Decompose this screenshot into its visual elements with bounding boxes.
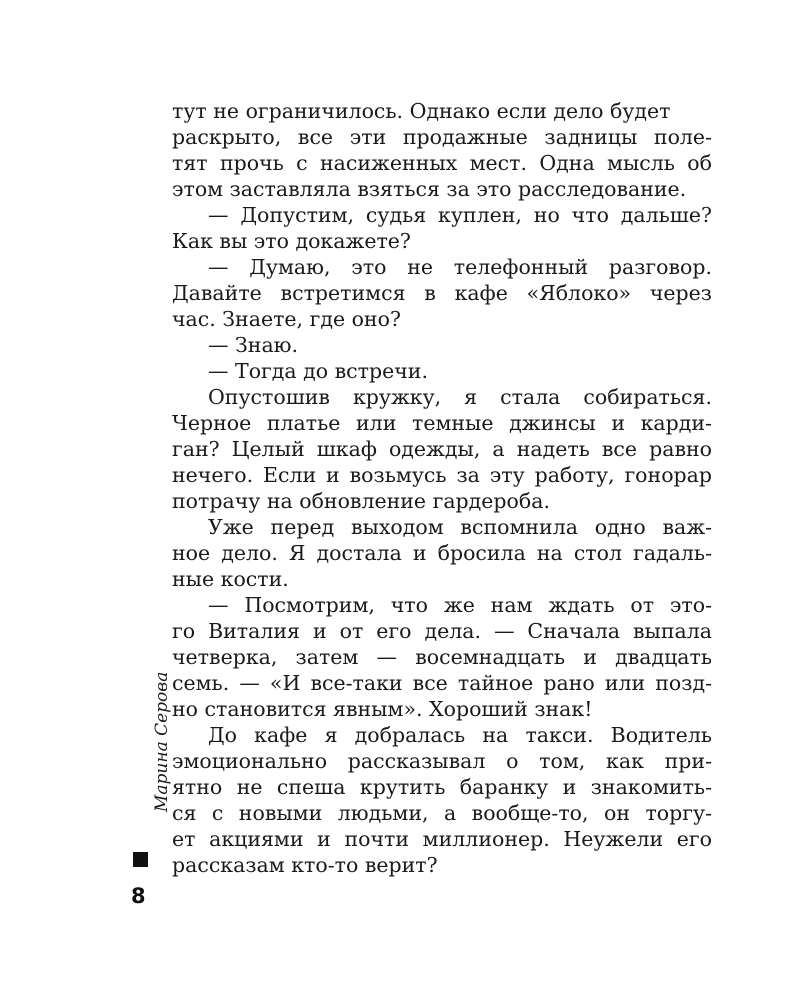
text-line: нечего. Если и возьмусь за эту работу, гонорар: [172, 463, 712, 487]
text-line: — Посмотрим, что же нам ждать от это-: [208, 593, 712, 617]
text-line: Уже перед выходом вспомнила одно важ-: [208, 515, 712, 539]
text-line: — Тогда до встречи.: [208, 359, 428, 383]
text-line: — Думаю, это не телефонный разговор.: [208, 255, 712, 279]
text-line: ся с новыми людьми, а вообще-то, он торгу-: [172, 801, 712, 825]
text-line: рассказам кто-то верит?: [172, 853, 438, 877]
text-line: этом заставляла взяться за это расследование.: [172, 177, 687, 201]
text-line: Опустошив кружку, я стала собираться.: [208, 385, 712, 409]
text-line: — Знаю.: [208, 333, 299, 357]
text-line: ные кости.: [172, 567, 289, 591]
text-line: эмоционально рассказывал о том, как при-: [172, 749, 712, 773]
text-line: ган? Целый шкаф одежды, а надеть все равно: [172, 437, 712, 461]
text-line: тут не ограничилось. Однако если дело будет: [172, 99, 671, 123]
text-line: — Допустим, судья куплен, но что дальше?: [208, 203, 712, 227]
text-line: час. Знаете, где оно?: [172, 307, 401, 331]
text-line: но становится явным». Хороший знак!: [172, 697, 593, 721]
text-line: семь. — «И все-таки все тайное рано или позд-: [172, 671, 712, 695]
text-line: Давайте встретимся в кафе «Яблоко» через: [172, 281, 712, 305]
text-line: ет акциями и почти миллионер. Неужели его: [172, 827, 712, 851]
folio-square-mark: [133, 852, 148, 867]
text-line: ятно не спеша крутить баранку и знакомить-: [172, 775, 712, 799]
text-line: го Виталия и от его дела. — Сначала выпала: [172, 619, 712, 643]
text-line: потрачу на обновление гардероба.: [172, 489, 550, 513]
running-head-author: Марина Серова: [152, 671, 172, 812]
text-line: ное дело. Я достала и бросила на стол гадаль-: [172, 541, 712, 565]
text-line: Черное платье или темные джинсы и карди-: [172, 411, 712, 435]
body-text: [172, 98, 712, 878]
text-line: четверка, затем — восемнадцать и двадцать: [172, 645, 712, 669]
page-number: 8: [131, 884, 146, 908]
text-line: тят прочь с насиженных мест. Одна мысль об: [172, 151, 712, 175]
text-line: Как вы это докажете?: [172, 229, 411, 253]
text-line: раскрыто, все эти продажные задницы поле-: [172, 125, 712, 149]
text-line: До кафе я добралась на такси. Водитель: [208, 723, 712, 747]
